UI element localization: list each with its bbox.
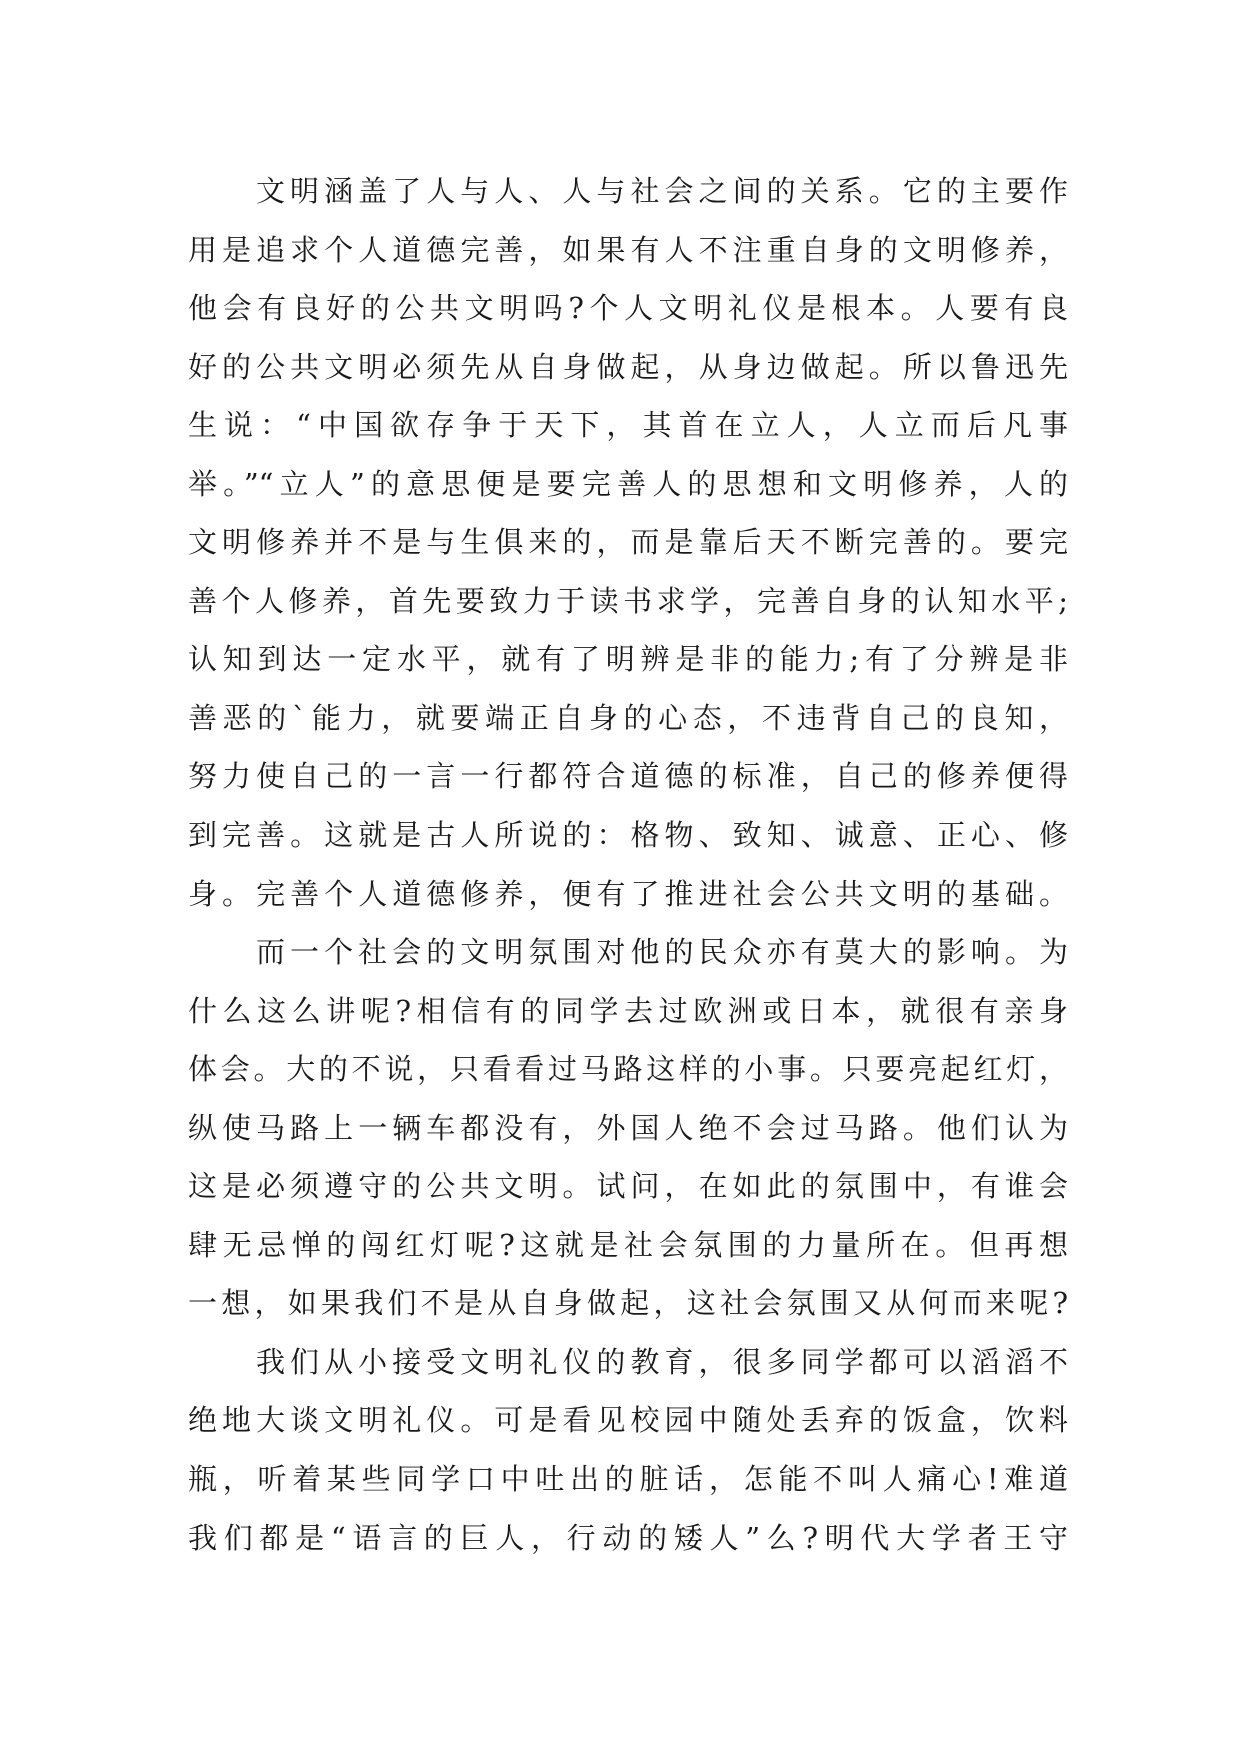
text-line: 纵使马路上一辆车都没有，外国人绝不会过马路。他们认为 xyxy=(188,1110,1068,1145)
text-line: 文明涵盖了人与人、人与社会之间的关系。它的主要作 xyxy=(256,174,1068,208)
text-line: 善恶的`能力，就要端正自身的心态，不违背自己的良知， xyxy=(188,700,1068,735)
text-line: 我们都是“语言的巨人，行动的矮人”么?明代大学者王守 xyxy=(188,1520,1068,1555)
text-line: 一想，如果我们不是从自身做起，这社会氛围又从何而来呢? xyxy=(188,1286,1068,1321)
text-line: 瓶，听着某些同学口中吐出的脏话，怎能不叫人痛心!难道 xyxy=(188,1462,1068,1497)
text-line: 文明修养并不是与生俱来的，而是靠后天不断完善的。要完 xyxy=(188,525,1068,560)
text-line: 用是追求个人道德完善，如果有人不注重自身的文明修养， xyxy=(188,232,1068,267)
document-body xyxy=(188,162,1068,1567)
text-line: 绝地大谈文明礼仪。可是看见校园中随处丢弃的饭盒，饮料 xyxy=(188,1403,1068,1438)
text-line: 什么这么讲呢?相信有的同学去过欧洲或日本，就很有亲身 xyxy=(188,993,1068,1028)
text-line: 这是必须遵守的公共文明。试问，在如此的氛围中，有谁会 xyxy=(188,1169,1068,1204)
text-line: 生说：“中国欲存争于天下，其首在立人，人立而后凡事 xyxy=(188,408,1068,443)
text-line: 好的公共文明必须先从自身做起，从身边做起。所以鲁迅先 xyxy=(188,349,1068,384)
text-line: 善个人修养，首先要致力于读书求学，完善自身的认知水平; xyxy=(188,583,1068,618)
text-line: 肆无忌惮的闯红灯呢?这就是社会氛围的力量所在。但再想 xyxy=(188,1227,1068,1262)
text-line: 他会有良好的公共文明吗?个人文明礼仪是根本。人要有良 xyxy=(188,291,1068,326)
text-line: 努力使自己的一言一行都符合道德的标准，自己的修养便得 xyxy=(188,759,1068,794)
text-line: 举。”“立人”的意思便是要完善人的思想和文明修养，人的 xyxy=(188,466,1068,501)
text-line: 体会。大的不说，只看看过马路这样的小事。只要亮起红灯， xyxy=(188,1052,1068,1087)
text-line: 我们从小接受文明礼仪的教育，很多同学都可以滔滔不 xyxy=(256,1344,1068,1379)
text-line: 而一个社会的文明氛围对他的民众亦有莫大的影响。为 xyxy=(256,935,1068,970)
text-line: 身。完善个人道德修养，便有了推进社会公共文明的基础。 xyxy=(188,876,1068,911)
text-line: 到完善。这就是古人所说的：格物、致知、诚意、正心、修 xyxy=(188,818,1068,853)
text-line: 认知到达一定水平，就有了明辨是非的能力;有了分辨是非 xyxy=(188,642,1068,677)
